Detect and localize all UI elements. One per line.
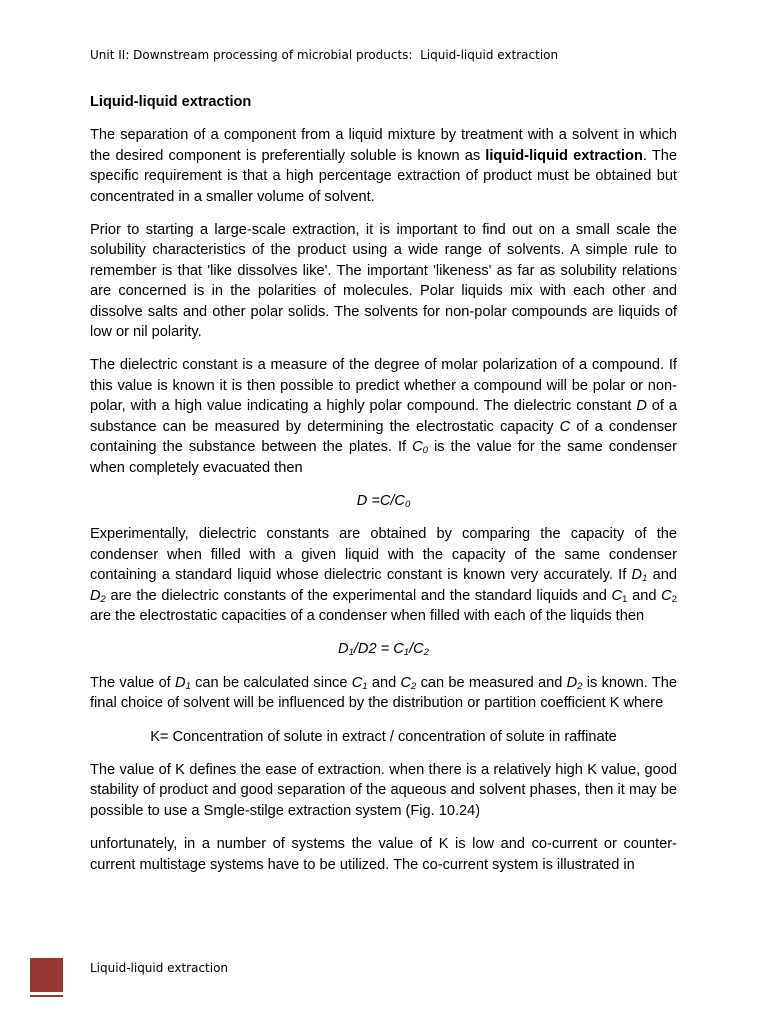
equation-ratio: $D_1/D2 = C_1/C_2$: [338, 641, 429, 659]
paragraph-definition: The separation of a component from a liquid mixture by treatment with a solvent in which the desired component is preferentially soluble is known as liquid-liquid extraction. The specific requirement is that a high percentage extraction of product must be obtained but concentrated in a smaller volume of solvent.: [90, 127, 677, 205]
paragraph-solubility: Prior to starting a large-scale extraction, it is important to find out on a small scale the solubility characteristics of the product using a wide range of solvents. A simple rule to remember is that 'like dissolves like'. The important 'likeness' as far as solubility relations are concerned is in the polarities of molecules. Polar liquids mix with each other and dissolve salts and other polar solids. The solvents for non-polar compounds are liquids of low or nil polarity.: [90, 222, 677, 341]
footer-accent-block: [30, 958, 63, 992]
footer-accent-line: [30, 995, 63, 997]
term-liquid-liquid-extraction: liquid-liquid extraction: [485, 147, 643, 164]
equation-k: K= Concentration of solute in extract / concentration of solute in raffinate: [150, 728, 617, 745]
paragraph-experimental: Experimentally, dielectric constants are obtained by comparing the capacity of the condenser when filled with a given liquid with the capacity of the same condenser containing a standard liquid whose dielectric constant is known very accurately. If $D_1$ and $D_2$ are the dielectric constants of the experimental and the standard liquids and $C_1$ and $C_2$ are the electrostatic capacities of a condenser when filled with each of the liquids then: [90, 526, 677, 624]
paragraph-dielectric-constant: The dielectric constant is a measure of the degree of molar polarization of a compound. If this value is known it is then possible to predict whether a compound will be polar or non-polar, with a high value indicating a highly polar compound. The dielectric constant D of a substance can be measured by determining the electrostatic capacity C of a condenser containing the substance between the plates. If $C_0$ is the value for the same condenser when completely evacuated then: [90, 357, 677, 476]
section-title: Liquid-liquid extraction: [90, 94, 252, 110]
page-footer: Liquid-liquid extraction: [90, 961, 229, 975]
equation-dielectric: $D =C/C_0$: [356, 492, 411, 510]
document-body: [90, 92, 677, 874]
paragraph-multistage: unfortunately, in a number of systems the value of K is low and co-current or counter-current multistage systems have to be utilized. The co-current system is illustrated in: [90, 836, 677, 873]
page-header: Unit II: Downstream processing of microbial products: Liquid-liquid extraction: [90, 48, 559, 62]
paragraph-partition-coefficient: The value of $D_1$ can be calculated since $C_1$ and $C_2$ can be measured and $D_2$ is known. The final choice of solvent will be influenced by the distribution or partition coefficient K where: [90, 674, 677, 712]
paragraph-k-value: The value of K defines the ease of extraction. when there is a relatively high K value, good stability of product and good separation of the aqueous and solvent phases, then it may be possible to use a Smgle-stilge extraction system (Fig. 10.24): [90, 761, 677, 819]
